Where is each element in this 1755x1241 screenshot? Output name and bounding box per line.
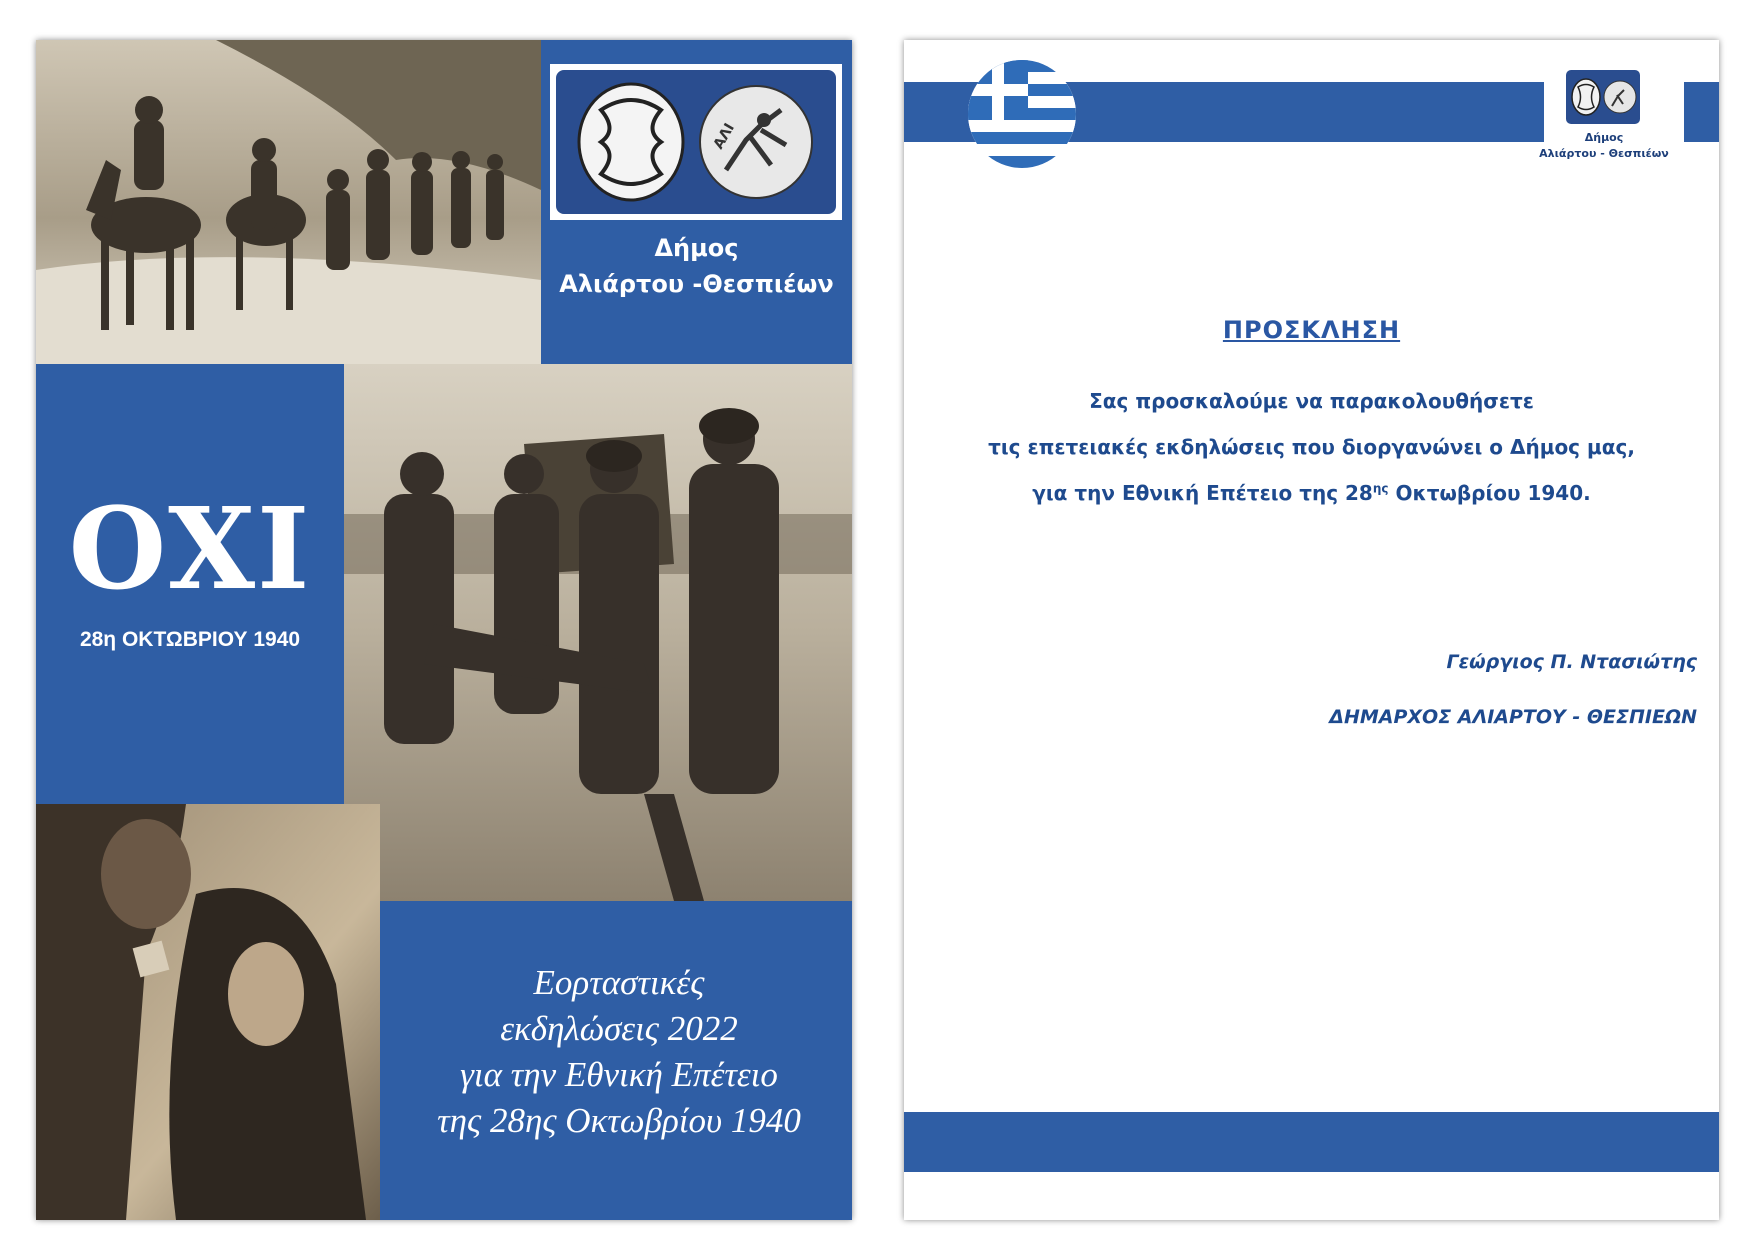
celebration-line-3: για την Εθνική Επέτειο [460, 1055, 778, 1094]
invitation-body [904, 378, 1719, 516]
artillery-soldiers-photo [344, 364, 852, 901]
celebration-line-2: εκδηλώσεις 2022 [500, 1009, 738, 1048]
invitation-line-2: τις επετειακές εκδηλώσεις που διοργανώνει ο Δήμος μας, [988, 435, 1635, 459]
greek-flag-icon [968, 60, 1076, 168]
mother-soldier-photo [36, 804, 380, 1220]
invitation-line-3: για την Εθνική Επέτειο της $28^{\eta\varsigma}$ Οκτωβρίου 1940. [1032, 481, 1591, 505]
small-logo-line1: Δήμος [1584, 131, 1624, 144]
municipality-name-line2: Αλιάρτου -Θεσπιέων [559, 270, 834, 298]
small-logo-caption [1534, 130, 1674, 162]
municipality-logo [550, 64, 842, 220]
oxi-heading: ΟΧΙ [68, 484, 312, 615]
small-logo-line2: Αλιάρτου - Θεσπιέων [1539, 147, 1669, 160]
signer-title: ΔΗΜΑΡΧΟΣ ΑΛΙΑΡΤΟΥ - ΘΕΣΠΙΕΩΝ [1329, 706, 1697, 728]
celebration-title [386, 960, 852, 1144]
bottom-blue-band [904, 1112, 1719, 1172]
celebration-line-4: της 28ης Οκτωβρίου 1940 [437, 1101, 801, 1140]
municipality-name [541, 230, 852, 302]
oxi-date: 28η ΟΚΤΩΒΡΙΟΥ 1940 [79, 628, 301, 651]
signer-name: Γεώργιος Π. Ντασιώτης [1446, 651, 1697, 673]
cavalry-march-photo [36, 40, 541, 364]
invitation-title: ΠΡΟΣΚΛΗΣΗ [1222, 316, 1401, 344]
invitation-line-1: Σας προσκαλούμε να παρακολουθήσετε [1089, 389, 1534, 413]
small-municipality-logo [1566, 70, 1640, 124]
municipality-name-line1: Δήμος [654, 234, 739, 262]
invitation-page [904, 40, 1719, 1220]
cover-page [36, 40, 852, 1220]
coin-inscription: ΑΛΙ [710, 120, 738, 152]
celebration-line-1: Εορταστικές [533, 963, 705, 1002]
